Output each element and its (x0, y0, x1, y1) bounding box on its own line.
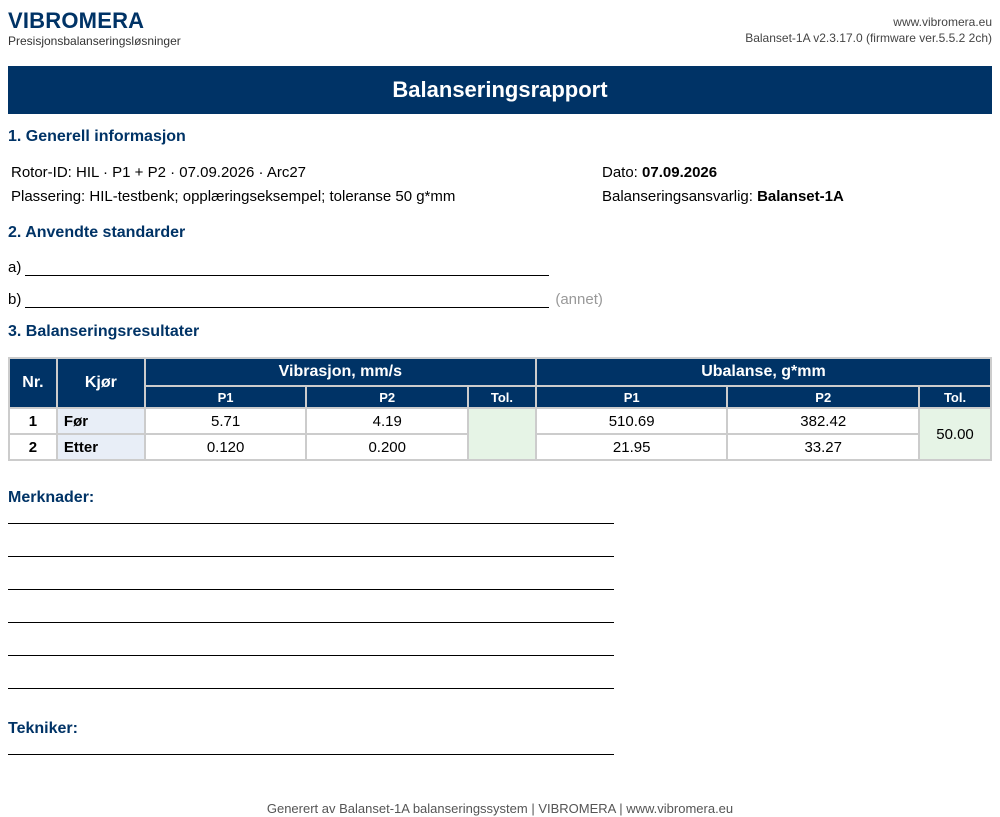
standard-a-line (25, 258, 549, 276)
vibration-group-header: Vibrasjon, mm/s (145, 358, 536, 386)
general-info-left (11, 161, 455, 209)
unb-p1-header: P1 (536, 386, 728, 408)
vib-p2-value: 0.200 (306, 434, 468, 460)
unb-tol-header: Tol. (919, 386, 991, 408)
vib-p1-value: 5.71 (145, 408, 307, 434)
remarks-line (8, 655, 614, 656)
footer: Generert av Balanset-1A balanseringssystem | VIBROMERA | www.vibromera.eu (266, 801, 734, 816)
unb-tol-value: 50.00 (919, 408, 991, 460)
date-line (602, 161, 844, 185)
row-kjor: Etter (57, 434, 145, 460)
unb-p2-header: P2 (727, 386, 919, 408)
technician-signature-line (8, 754, 614, 755)
date-value: 07.09.2026 (642, 164, 718, 181)
version-info: Balanset-1A v2.3.17.0 (firmware ver.5.5.2 2ch) (745, 31, 992, 45)
results-table (8, 357, 992, 461)
col-kjor-header: Kjør (57, 358, 145, 408)
vib-p2-value: 4.19 (306, 408, 468, 434)
remarks-line (8, 523, 614, 524)
remarks-label: Merknader: (8, 489, 95, 506)
col-nr-header: Nr. (9, 358, 57, 408)
unbalance-group-header: Ubalanse, g*mm (536, 358, 991, 386)
section-general-heading: 1. Generell informasjon (8, 128, 186, 145)
remarks-line (8, 589, 614, 590)
standard-b-label: b) (8, 291, 22, 308)
header-info (745, 14, 992, 46)
unb-p1-value: 510.69 (536, 408, 728, 434)
rotor-id: Rotor-ID: HIL · P1 + P2 · 07.09.2026 · Arc27 (11, 164, 307, 181)
table-row (9, 408, 991, 434)
standard-a-label: a) (8, 259, 22, 276)
standard-b-row (8, 290, 603, 308)
vib-p1-header: P1 (145, 386, 307, 408)
unb-p2-value: 33.27 (727, 434, 919, 460)
brand-block (8, 8, 181, 48)
website-link[interactable]: www.vibromera.eu (893, 15, 992, 29)
unb-p1-value: 21.95 (536, 434, 728, 460)
date-label: Dato: (602, 164, 643, 181)
responsible-line (602, 185, 844, 209)
vib-p2-header: P2 (306, 386, 468, 408)
location: Plassering: HIL-testbenk; opplæringseksempel; toleranse 50 g*mm (11, 188, 456, 205)
vib-tol-header: Tol. (468, 386, 536, 408)
row-nr: 2 (9, 434, 57, 460)
brand-tagline: Presisjonsbalanseringsløsninger (8, 34, 181, 48)
remarks-line (8, 622, 614, 623)
row-kjor: Før (57, 408, 145, 434)
standard-a-row (8, 258, 549, 276)
technician-label: Tekniker: (8, 720, 78, 737)
brand-name: VIBROMERA (8, 8, 145, 33)
standard-b-line (25, 290, 549, 308)
section-results-heading: 3. Balanseringsresultater (8, 323, 200, 340)
remarks-line (8, 688, 614, 689)
responsible-label: Balanseringsansvarlig: (602, 188, 758, 205)
section-standards-heading: 2. Anvendte standarder (8, 224, 186, 241)
report-title: Balanseringsrapport (8, 66, 992, 114)
standard-b-note: (annet) (555, 291, 603, 308)
vib-tol-value (468, 408, 536, 460)
remarks-line (8, 556, 614, 557)
responsible-value: Balanset-1A (757, 188, 844, 205)
row-nr: 1 (9, 408, 57, 434)
general-info-right (602, 161, 844, 209)
unb-p2-value: 382.42 (727, 408, 919, 434)
vib-p1-value: 0.120 (145, 434, 307, 460)
